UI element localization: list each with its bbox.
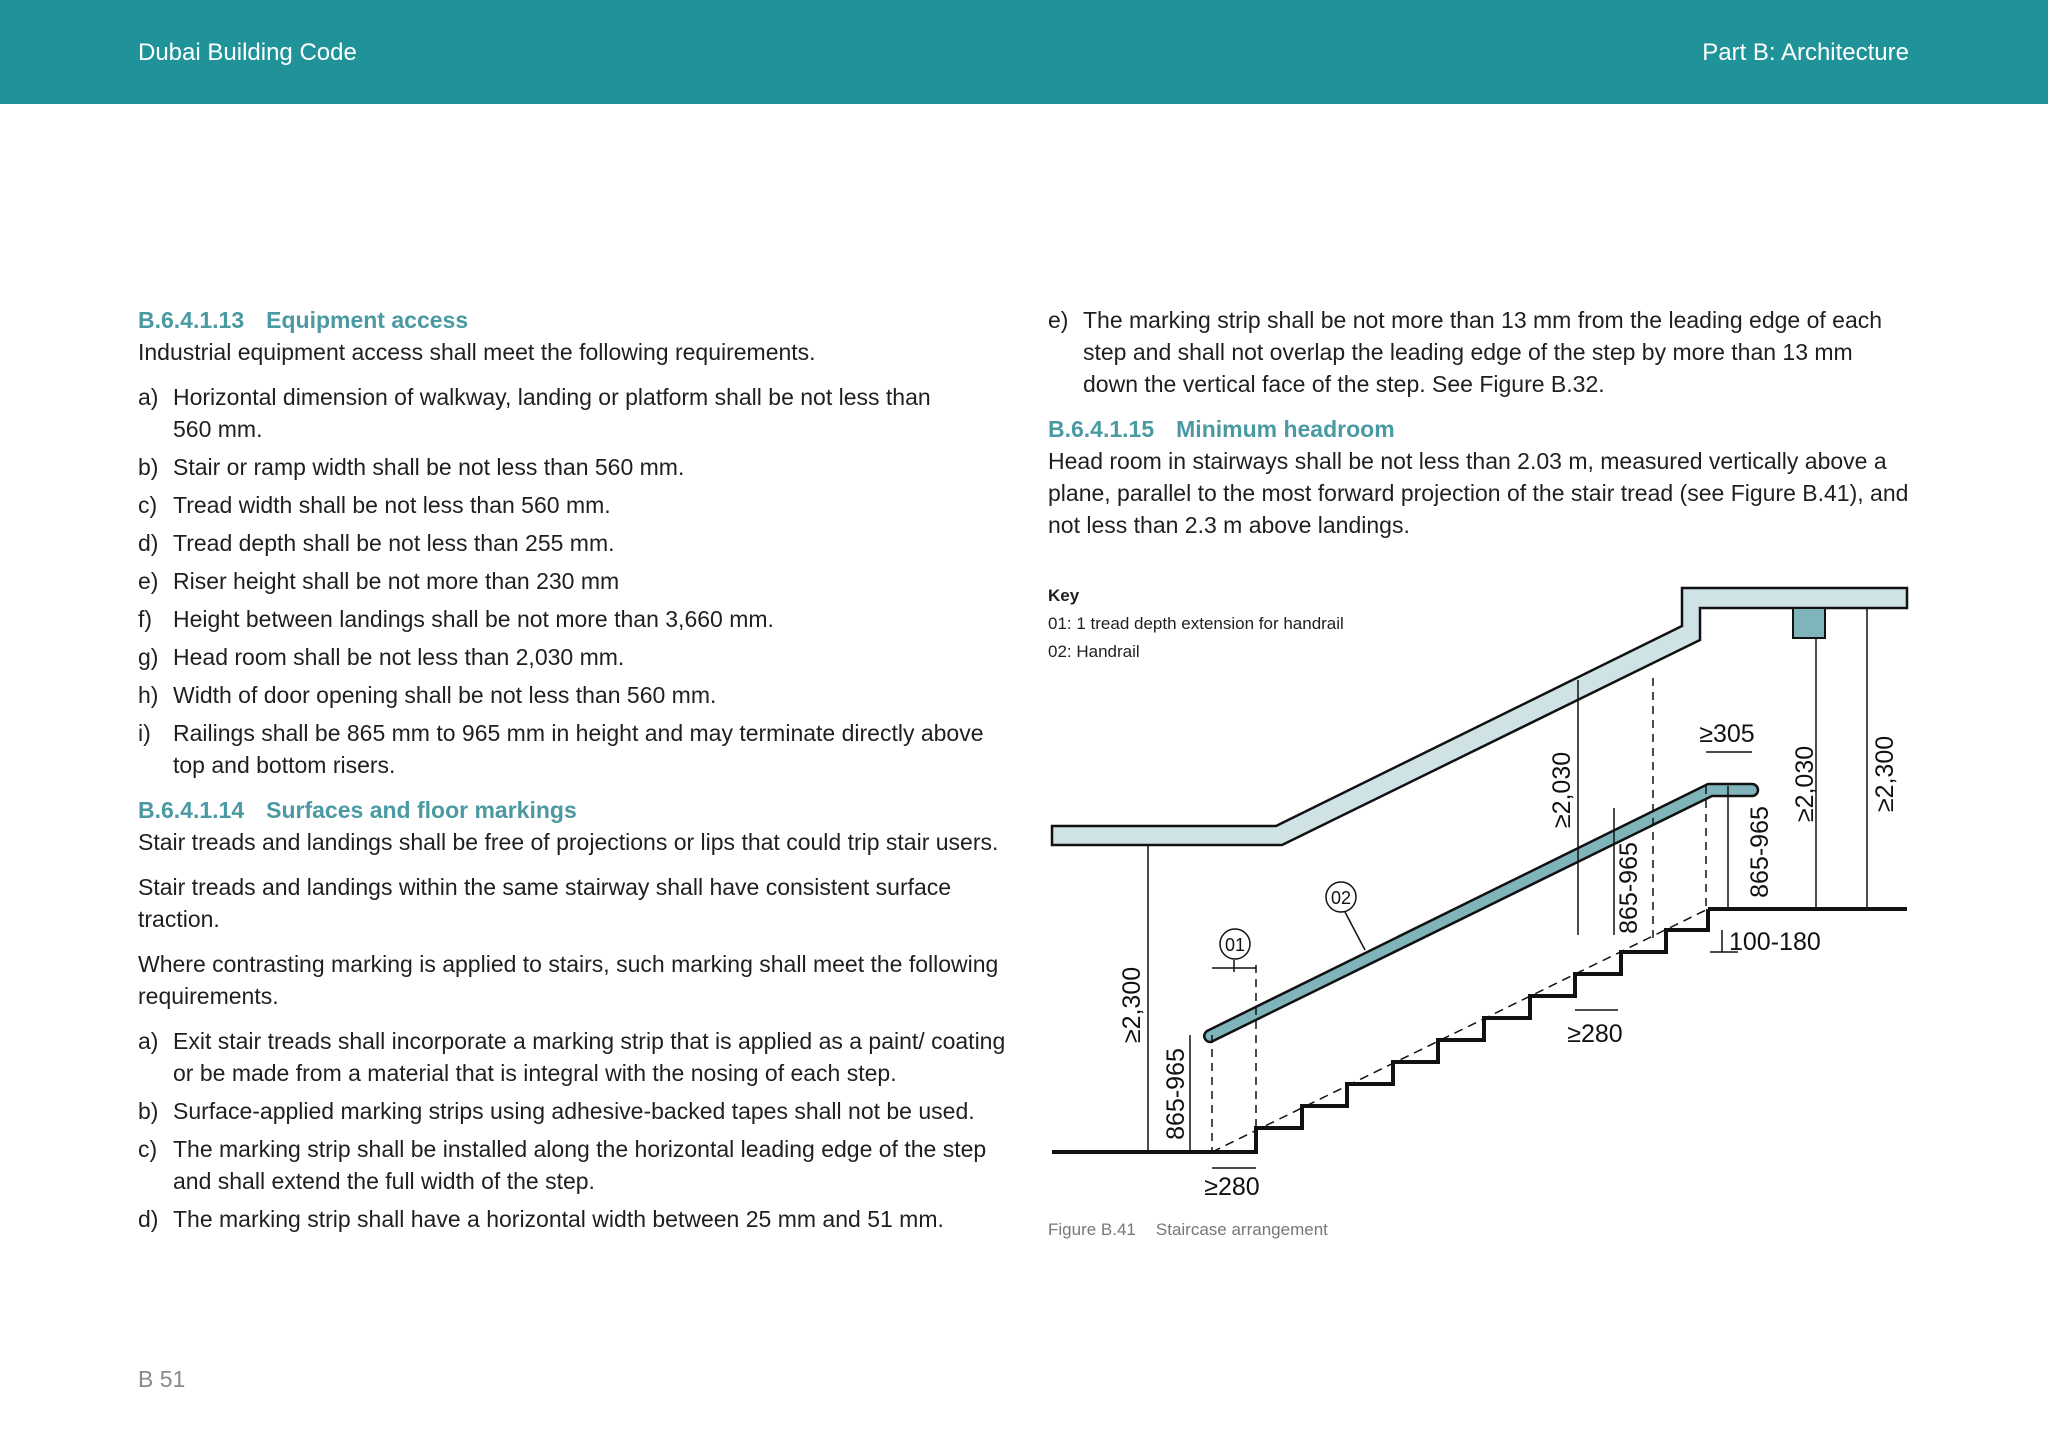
dimension-label: 865-965 bbox=[1746, 806, 1774, 898]
list-item bbox=[138, 451, 1010, 483]
document-title: Dubai Building Code bbox=[138, 39, 357, 66]
key-title: Key bbox=[1048, 586, 1080, 605]
list-text: The marking strip shall have a horizontal width between 25 mm and 51 mm. bbox=[173, 1206, 944, 1232]
section-heading-equipment-access bbox=[138, 304, 1010, 336]
list-text: The marking strip shall be installed along the horizontal leading edge of the step and shall extend the full width of the step. bbox=[173, 1136, 987, 1194]
section-number: B.6.4.1.13 bbox=[138, 307, 245, 333]
list-item bbox=[138, 489, 1010, 521]
pitch-line bbox=[1212, 909, 1708, 1152]
list-text: Railings shall be 865 mm to 965 mm in height and may terminate directly above top and bottom risers. bbox=[173, 720, 984, 778]
list-item bbox=[138, 679, 1010, 711]
list-text: Surface-applied marking strips using adhesive-backed tapes shall not be used. bbox=[173, 1098, 975, 1124]
list-letter: i) bbox=[138, 720, 151, 746]
dimension-label: ≥2,030 bbox=[1791, 745, 1819, 823]
dimension-label: ≥280 bbox=[1204, 1173, 1260, 1201]
list-item bbox=[138, 641, 1010, 673]
dimension-label: 865-965 bbox=[1162, 1048, 1190, 1140]
figure-number: Figure B.41 bbox=[1048, 1220, 1136, 1239]
section-heading-headroom bbox=[1048, 413, 1910, 445]
list-text: Exit stair treads shall incorporate a marking strip that is applied as a paint/ coating or be made from a material that is integral with the nosing of each step. bbox=[173, 1028, 1006, 1086]
list-item bbox=[138, 717, 1010, 781]
section-number: B.6.4.1.14 bbox=[138, 797, 245, 823]
marking-requirements-list-continued bbox=[1048, 304, 1910, 400]
page-header bbox=[0, 0, 2048, 104]
key-item: 01: 1 tread depth extension for handrail bbox=[1048, 614, 1344, 633]
list-letter: e) bbox=[138, 568, 159, 594]
list-text: Riser height shall be not more than 230 mm bbox=[173, 568, 620, 594]
dimension-label: 865-965 bbox=[1615, 842, 1643, 934]
right-column bbox=[1048, 304, 1910, 541]
list-letter: b) bbox=[138, 454, 159, 480]
stair-steps bbox=[1256, 909, 1708, 1152]
paragraph: Where contrasting marking is applied to stairs, such marking shall meet the following requirements. bbox=[138, 951, 999, 1009]
figure-caption bbox=[1048, 1218, 1328, 1242]
list-item bbox=[138, 565, 1010, 597]
list-item bbox=[1048, 304, 1910, 400]
list-letter: d) bbox=[138, 530, 159, 556]
list-text: Head room shall be not less than 2,030 mm. bbox=[173, 644, 625, 670]
list-letter: a) bbox=[138, 384, 159, 410]
list-letter: a) bbox=[138, 1028, 159, 1054]
list-text: Horizontal dimension of walkway, landing or platform shall be not less than 560 mm. bbox=[173, 384, 931, 442]
list-text: Tread width shall be not less than 560 mm. bbox=[173, 492, 611, 518]
list-item bbox=[138, 1025, 1010, 1089]
list-item bbox=[138, 527, 1010, 559]
list-text: The marking strip shall be not more than 13 mm from the leading edge of each step and shall not overlap the leading edge of the step by more than 13 mm down the vertical face of the step. See Figure B.32. bbox=[1083, 307, 1883, 397]
dimension-label: ≥2,300 bbox=[1871, 735, 1899, 813]
paragraph: Industrial equipment access shall meet the following requirements. bbox=[138, 339, 816, 365]
callout-02-label: 02 bbox=[1330, 888, 1352, 908]
section-heading-surfaces bbox=[138, 794, 1010, 826]
list-text: Width of door opening shall be not less than 560 mm. bbox=[173, 682, 717, 708]
section-title: Minimum headroom bbox=[1176, 416, 1395, 442]
section-number: B.6.4.1.15 bbox=[1048, 416, 1155, 442]
paragraph: Stair treads and landings within the same stairway shall have consistent surface traction. bbox=[138, 874, 952, 932]
key-item: 02: Handrail bbox=[1048, 642, 1140, 661]
section-title: Surfaces and floor markings bbox=[266, 797, 577, 823]
list-text: Tread depth shall be not less than 255 mm. bbox=[173, 530, 615, 556]
paragraph: Stair treads and landings shall be free of projections or lips that could trip stair users. bbox=[138, 829, 999, 855]
list-letter: b) bbox=[138, 1098, 159, 1124]
list-letter: h) bbox=[138, 682, 159, 708]
dimension-label: ≥280 bbox=[1567, 1020, 1623, 1048]
dimension-label: ≥305 bbox=[1699, 720, 1755, 748]
dimension-label: ≥2,300 bbox=[1118, 966, 1146, 1044]
list-item bbox=[138, 1095, 1010, 1127]
list-letter: e) bbox=[1048, 307, 1069, 333]
requirements-list bbox=[138, 381, 1010, 781]
section-title: Equipment access bbox=[266, 307, 469, 333]
list-text: Height between landings shall be not more than 3,660 mm. bbox=[173, 606, 774, 632]
marking-requirements-list bbox=[138, 1025, 1010, 1235]
list-letter: c) bbox=[138, 492, 158, 518]
leader-line bbox=[1345, 912, 1365, 950]
dimension-label: ≥2,030 bbox=[1548, 751, 1576, 829]
ceiling-beam bbox=[1793, 608, 1825, 638]
figure-title: Staircase arrangement bbox=[1155, 1220, 1328, 1239]
ceiling-soffit bbox=[1052, 588, 1907, 845]
staircase-diagram bbox=[1040, 570, 1920, 1210]
list-letter: g) bbox=[138, 644, 159, 670]
list-item bbox=[138, 1203, 1010, 1235]
paragraph: Head room in stairways shall be not less than 2.03 m, measured vertically above a plane, parallel to the most forward projection of the stair tread (see Figure B.41), and not less than 2.3 m above landings. bbox=[1048, 448, 1909, 538]
part-title: Part B: Architecture bbox=[1702, 39, 1909, 66]
list-letter: d) bbox=[138, 1206, 159, 1232]
list-letter: f) bbox=[138, 606, 153, 632]
page-number: B 51 bbox=[138, 1366, 186, 1392]
list-text: Stair or ramp width shall be not less than 560 mm. bbox=[173, 454, 685, 480]
list-item bbox=[138, 1133, 1010, 1197]
dimension-label: 100-180 bbox=[1729, 928, 1821, 956]
left-column bbox=[138, 304, 1010, 1235]
callout-01-label: 01 bbox=[1224, 935, 1246, 955]
list-letter: c) bbox=[138, 1136, 158, 1162]
list-item bbox=[138, 603, 1010, 635]
list-item bbox=[138, 381, 1010, 445]
